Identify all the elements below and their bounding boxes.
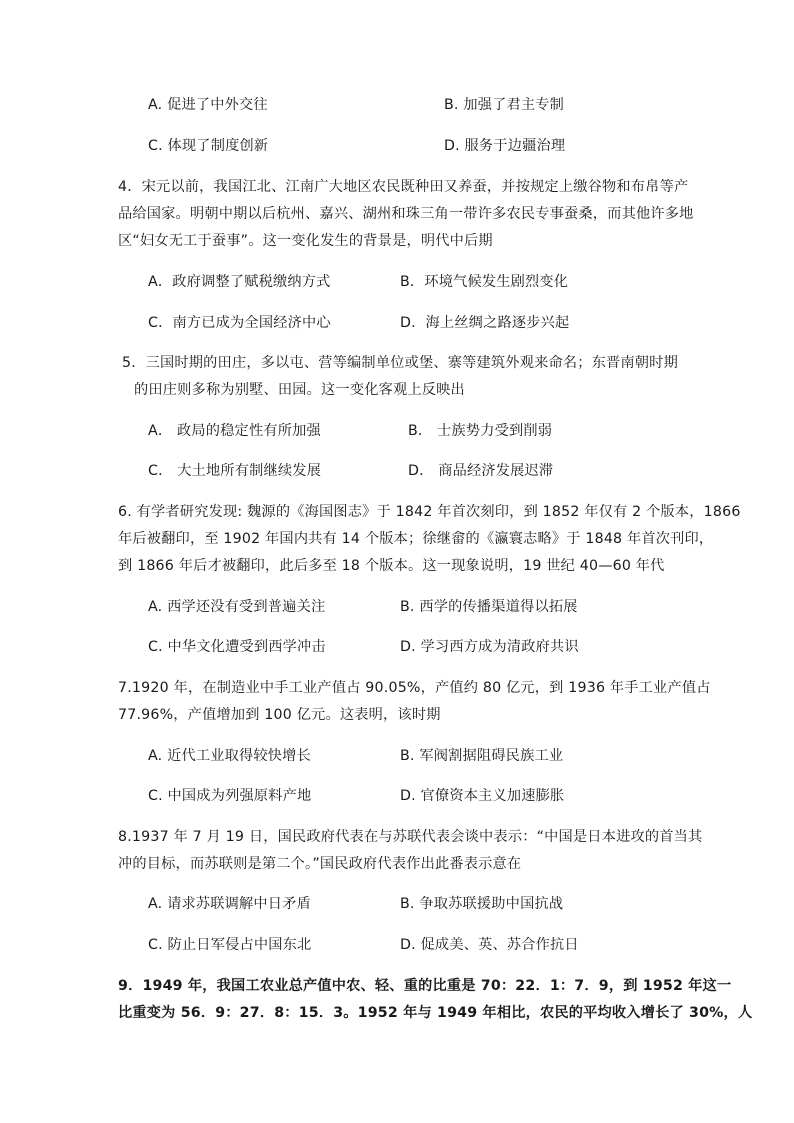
q3-option-b[interactable]: B. 加强了君主专制 bbox=[444, 97, 565, 113]
q7-option-c[interactable]: C. 中国成为列强原料产地 bbox=[148, 788, 312, 804]
q5-option-c[interactable]: C． 大土地所有制继续发展 bbox=[148, 463, 322, 479]
q3-option-a[interactable]: A. 促进了中外交往 bbox=[148, 97, 268, 113]
q8-option-c[interactable]: C. 防止日军侵占中国东北 bbox=[148, 937, 312, 953]
q5-stem-line-1: 5．三国时期的田庄，多以屯、营等编制单位或堡、寨等建筑外观来命名；东晋南朝时期 bbox=[122, 355, 678, 371]
q4-stem-line-1: 4．宋元以前，我国江北、江南广大地区农民既种田又养蚕，并按规定上缴谷物和布帛等产 bbox=[118, 179, 689, 195]
q5-stem-line-2: 的田庄则多称为别墅、田园。这一变化客观上反映出 bbox=[134, 382, 465, 398]
q8-stem-line-2: 冲的目标，而苏联则是第二个。”国民政府代表作出此番表示意在 bbox=[118, 856, 522, 872]
q6-stem-line-1: 6. 有学者研究发现: 魏源的《海国图志》于 1842 年首次刻印，到 1852 年仅有 2 个版本，1866 bbox=[118, 504, 741, 520]
q7-stem-line-1: 7.1920 年，在制造业中手工业产值占 90.05%，产值约 80 亿元，到 1936 年手工业产值占 bbox=[118, 680, 711, 696]
q4-stem-line-2: 品给国家。明朝中期以后杭州、嘉兴、湖州和珠三角一带许多农民专事蚕桑，而其他许多地 bbox=[118, 206, 694, 222]
q4-option-a[interactable]: A．政府调整了赋税缴纳方式 bbox=[148, 274, 331, 290]
q6-option-a[interactable]: A. 西学还没有受到普遍关注 bbox=[148, 599, 326, 615]
q5-option-b[interactable]: B． 士族势力受到削弱 bbox=[408, 423, 553, 439]
q7-option-b[interactable]: B. 军阀割据阻碍民族工业 bbox=[400, 748, 564, 764]
q3-option-c[interactable]: C. 体现了制度创新 bbox=[148, 138, 269, 154]
q7-stem-line-2: 77.96%，产值增加到 100 亿元。这表明，该时期 bbox=[118, 707, 441, 723]
q6-option-d[interactable]: D. 学习西方成为清政府共识 bbox=[400, 639, 579, 655]
q6-stem-line-3: 到 1866 年后才被翻印，此后多至 18 个版本。这一现象说明，19 世纪 40—60 年代 bbox=[118, 558, 665, 574]
q8-option-d[interactable]: D. 促成美、英、苏合作抗日 bbox=[400, 937, 579, 953]
q6-option-b[interactable]: B. 西学的传播渠道得以拓展 bbox=[400, 599, 578, 615]
q8-option-a[interactable]: A. 请求苏联调解中日矛盾 bbox=[148, 896, 311, 912]
q6-option-c[interactable]: C. 中华文化遭受到西学冲击 bbox=[148, 639, 326, 655]
q3-option-d[interactable]: D. 服务于边疆治理 bbox=[444, 138, 566, 154]
q7-option-d[interactable]: D. 官僚资本主义加速膨胀 bbox=[400, 788, 565, 804]
q4-option-b[interactable]: B．环境气候发生剧烈变化 bbox=[400, 274, 569, 290]
q4-stem-line-3: 区“妇女无工于蚕事”。这一变化发生的背景是，明代中后期 bbox=[118, 233, 493, 249]
q6-stem-line-2: 年后被翻印，至 1902 年国内共有 14 个版本；徐继畲的《瀛寰志略》于 1848 年首次刊印， bbox=[118, 531, 714, 547]
q5-option-d[interactable]: D． 商品经济发展迟滞 bbox=[408, 463, 554, 479]
q5-option-a[interactable]: A． 政局的稳定性有所加强 bbox=[148, 423, 321, 439]
q9-stem-line-2: 比重变为 56．9：27．8：15．3。1952 年与 1949 年相比，农民的平均收入增长了 30%，人 bbox=[118, 1005, 753, 1021]
q8-option-b[interactable]: B. 争取苏联援助中国抗战 bbox=[400, 896, 564, 912]
q7-option-a[interactable]: A. 近代工业取得较快增长 bbox=[148, 748, 311, 764]
q4-option-d[interactable]: D．海上丝绸之路逐步兴起 bbox=[400, 315, 570, 331]
q8-stem-line-1: 8.1937 年 7 月 19 日，国民政府代表在与苏联代表会谈中表示：“中国是日本进攻的首当其 bbox=[118, 829, 703, 845]
q9-stem-line-1: 9．1949 年，我国工农业总产值中农、轻、重的比重是 70：22．1：7．9，到 1952 年这一 bbox=[118, 978, 732, 994]
q4-option-c[interactable]: C．南方已成为全国经济中心 bbox=[148, 315, 331, 331]
